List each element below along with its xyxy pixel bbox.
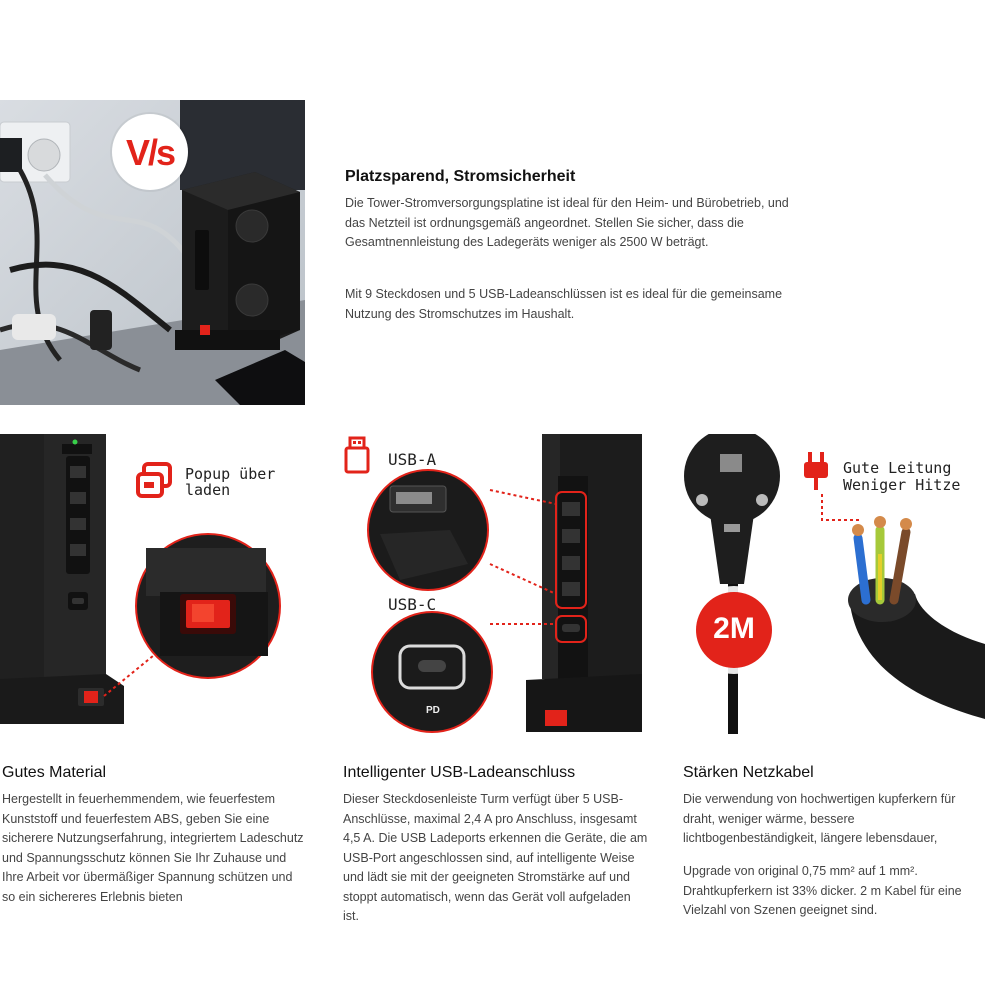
popup-icon — [136, 462, 172, 498]
col1-title: Gutes Material — [2, 764, 107, 781]
popup-label-line2: laden — [185, 481, 231, 499]
popup-label-line1: Popup über — [185, 465, 276, 483]
col3-body-1: Die verwendung von hochwertigen kupferkern für draht, weniger wärme, bessere lichtbogenbeständigkeit, längere lebensdauer, — [683, 792, 956, 845]
cable-label-line2: Weniger Hitze — [843, 476, 961, 494]
usb-plug-icon — [344, 436, 370, 474]
plug-icon — [801, 450, 831, 490]
col2-body: Dieser Steckdosenleiste Turm verfügt über 5 USB-Anschlüsse, maximal 2,4 A pro Anschluss, insgesamt 4,5 A. Die USB Ladeports erkennen die Geräte, die am USB-Port angeschlossen sind, auf intelligente Weise und lädt sie mit der geeigneten Stromstärke auf und stoppt automatisch, wenn das Gerät voll aufgeladen ist. — [343, 792, 648, 923]
vs-badge-text: V/s — [125, 132, 175, 173]
vs-badge — [112, 114, 188, 190]
top-title: Platzsparend, Stromsicherheit — [345, 168, 576, 185]
usb-c-label: USB-C — [388, 595, 437, 614]
top-paragraph-1: Die Tower-Stromversorgungsplatine ist ideal für den Heim- und Bürobetrieb, und das Netzteil ist ordnungsgemäß angeordnet. Stellen Sie sicher, dass die Gesamtnennleistung des Ladegeräts weniger als 2500 W beträgt. — [345, 196, 789, 249]
col2-product-photo — [340, 434, 645, 734]
length-badge: 2M — [713, 612, 755, 645]
top-product-photo — [0, 100, 305, 405]
cable-label-line1: Gute Leitung — [843, 459, 952, 477]
col1-product-photo — [0, 434, 305, 734]
col3-body-2: Upgrade von original 0,75 mm² auf 1 mm². Drahtkupferkern ist 33% dicker. 2 m Kabel für eine Vielzahl von Szenen geeignet sind. — [683, 864, 962, 917]
usb-a-label: USB-A — [388, 450, 437, 469]
col3-title: Stärken Netzkabel — [683, 764, 814, 781]
pd-label: PD — [426, 705, 440, 716]
col3-product-photo — [680, 434, 985, 734]
col2-title: Intelligenter USB-Ladeanschluss — [343, 764, 576, 781]
top-paragraph-2: Mit 9 Steckdosen und 5 USB-Ladeanschlüssen ist es ideal für die gemeinsame Nutzung des Stromschutzes im Haushalt. — [345, 287, 783, 321]
col1-body: Hergestellt in feuerhemmendem, wie feuerfestem Kunststoff und feuerfestem ABS, geben Sie eine sicherere Nutzungserfahrung, integriertem Ladeschutz und Spannungsschutz können Sie Ihr Zuhause und Ihre Arbeit vor übermäßiger Spannung schützen und so ein sichereres Erlebnis bieten — [2, 792, 304, 904]
